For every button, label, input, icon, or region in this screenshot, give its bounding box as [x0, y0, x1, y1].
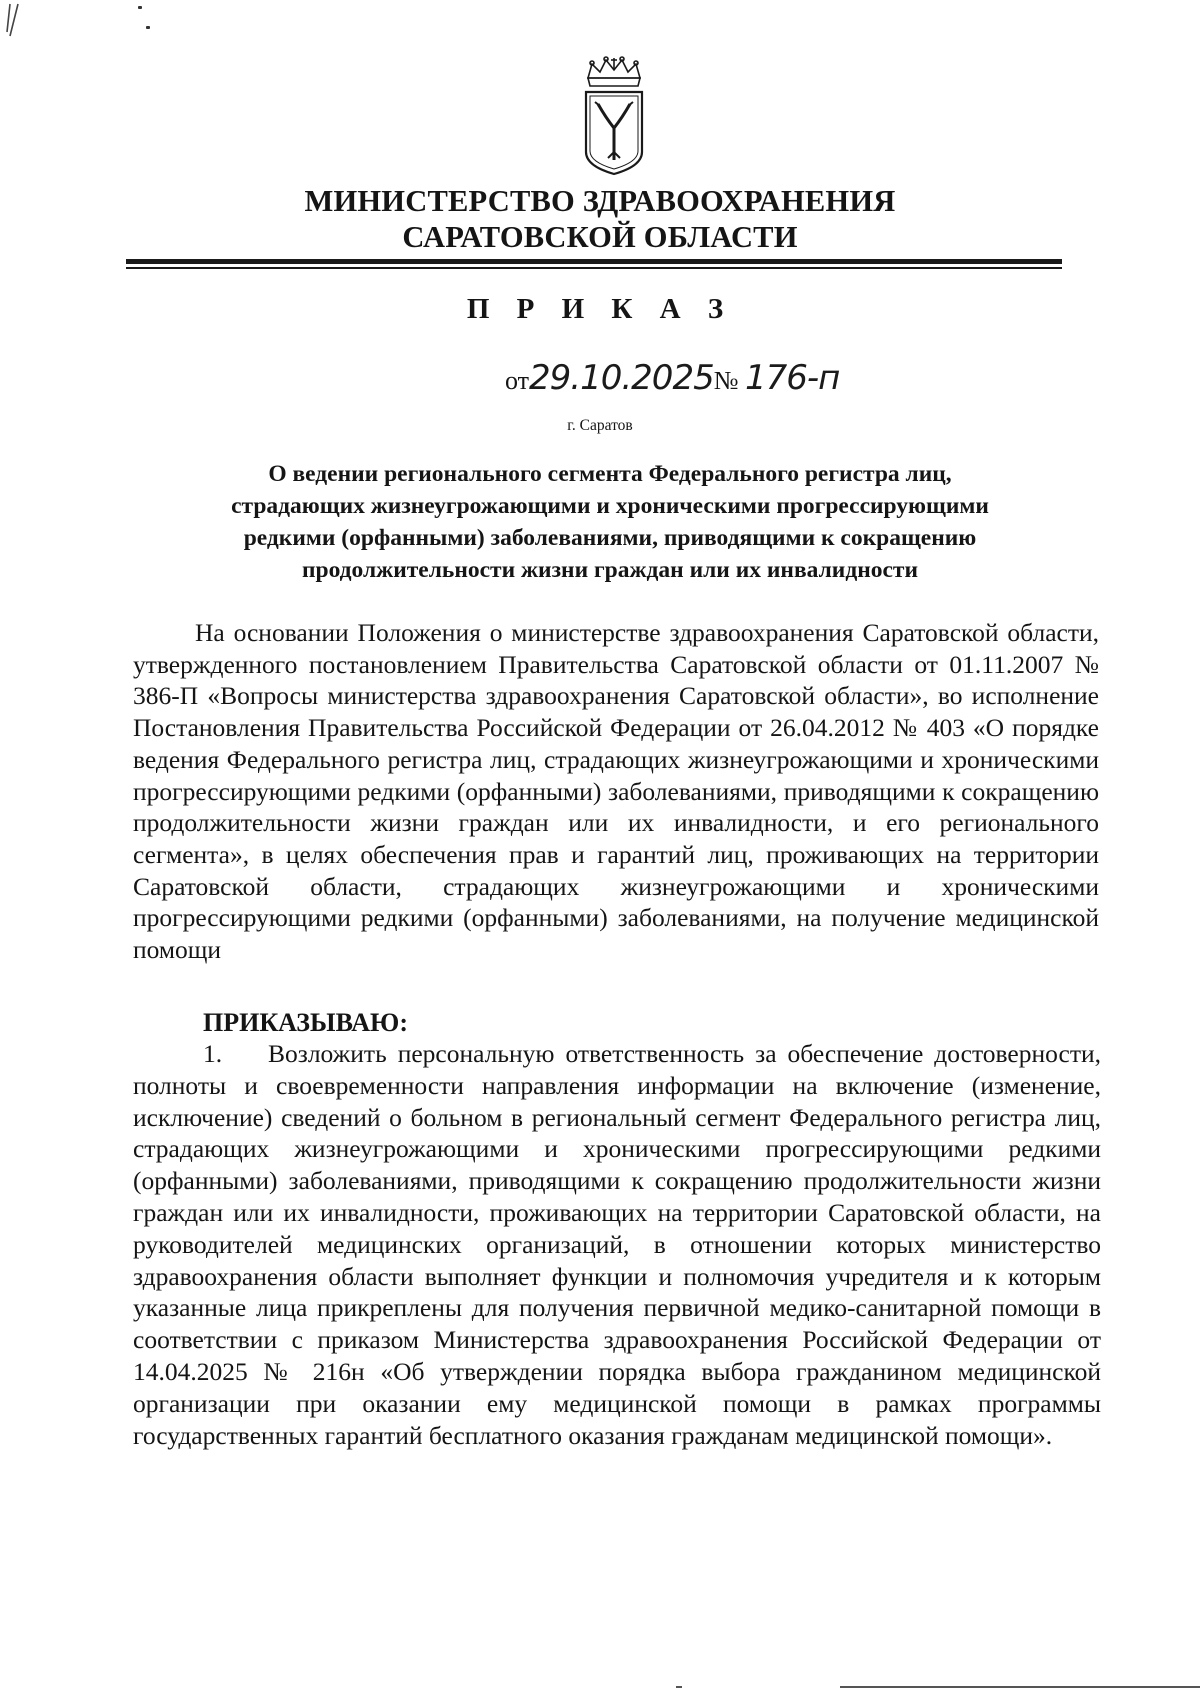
item-number: 1. [203, 1039, 223, 1068]
header-divider-thick [126, 259, 1062, 264]
city: г. Саратов [567, 417, 633, 434]
document-type: П Р И К А З [466, 293, 734, 325]
handwritten-number: 176-п [745, 358, 840, 398]
title-line: продолжительности жизни граждан или их инвалидности [301, 557, 919, 583]
ministry-name-line2: САРАТОВСКОЙ ОБЛАСТИ [402, 220, 798, 254]
title-line: редкими (орфанными) заболеваниями, приводящими к сокращению [243, 525, 977, 551]
ministry-name-line1: МИНИСТЕРСТВО ЗДРАВООХРАНЕНИЯ [304, 184, 896, 218]
order-item [133, 1038, 1101, 1451]
scan-dot [146, 26, 150, 29]
item-text: Возложить персональную ответственность за обеспечение достоверности, полноты и своевременности направления информации на включение (изменение, исключение) сведений о больном в региональный сегмент Федерального регистра лиц, страдающих жизнеугрожающими и хроническими прогрессирующими редкими (орфанными) заболеваниями, приводящими к сокращению продолжительности жизни граждан или их инвалидности, проживающих на территории Саратовской области, на руководителей медицинских организаций, в отношении которых министерство здравоохранения области выполняет функции и полномочия учредителя и к которым указанные лица прикреплены для получения первичной медико-санитарной помощи в соответствии с приказом Министерства здравоохранения Российской Федерации от 14.04.2025 № 216н «Об утверждении порядка выбора гражданином медицинской организации при оказании ему медицинской помощи в рамках программы государственных гарантий бесплатного оказания гражданам медицинской помощи». [133, 1039, 1101, 1450]
handwritten-date: 29.10.2025 [529, 358, 714, 398]
scan-mark-icon [4, 2, 34, 42]
scan-dot [676, 1686, 682, 1688]
preamble-paragraph: На основании Положения о министерстве здравоохранения Саратовской области, утвержденного постановлением Правительства Саратовской области от 01.11.2007 № 386-П «Вопросы министерства здравоохранения Саратовской области», во исполнение Постановления Правительства Российской Федерации от 26.04.2012 № 403 «О порядке ведения Федерального регистра лиц, страдающих жизнеугрожающими и хроническими прогрессирующими редкими (орфанными) заболеваниями, приводящими к сокращению продолжительности жизни граждан или их инвалидности, и его регионального сегмента», в целях обеспечения прав и гарантий лиц, проживающих на территории Саратовской области, страдающих жизнеугрожающими и хроническими прогрессирующими редкими (орфанными) заболеваниями, на получение медицинской помощи [133, 618, 1099, 965]
coat-of-arms-icon [578, 56, 650, 180]
ministry-name [150, 183, 1050, 255]
order-heading: ПРИКАЗЫВАЮ: [203, 1008, 408, 1037]
title-line: страдающих жизнеугрожающими и хроническими прогрессирующими [231, 493, 989, 519]
bottom-scan-line [840, 1686, 1200, 1688]
title-line: О ведении регионального сегмента Федерального регистра лиц, [268, 461, 952, 487]
date-number-line [505, 358, 839, 398]
header-divider-thin [126, 267, 1062, 269]
scan-dot [138, 6, 142, 9]
document-title [160, 458, 1060, 586]
date-prefix: от [505, 366, 530, 395]
number-prefix: № [713, 366, 739, 395]
